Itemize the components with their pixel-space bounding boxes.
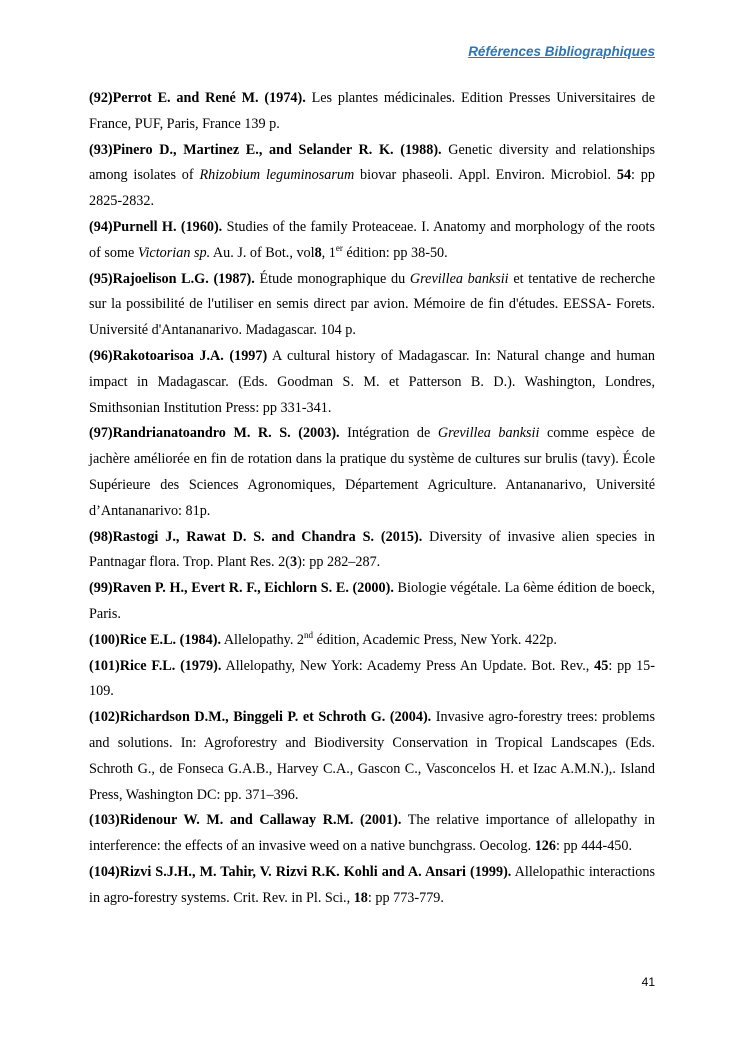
- reference-authors: Rastogi J., Rawat D. S. and Chandra S. (2015).: [112, 528, 423, 545]
- reference-volume: 8: [314, 244, 322, 261]
- reference-id: (104): [89, 863, 120, 880]
- reference-id: (98): [89, 528, 113, 545]
- reference-text: Les plantes médicinales. Edition Presses Universitaires de France, PUF, Paris, France 139 p.: [89, 90, 656, 132]
- reference-authors: Rice E.L. (1984).: [119, 631, 222, 648]
- reference-authors: Richardson D.M., Binggeli P. et Schroth G. (2004).: [119, 709, 432, 726]
- reference-id: (101): [89, 657, 120, 674]
- reference-authors: Rice F.L. (1979).: [119, 657, 222, 674]
- reference-item: [89, 215, 655, 267]
- reference-authors: Perrot E. and René M. (1974).: [112, 90, 306, 106]
- reference-text: , 1: [321, 244, 336, 261]
- reference-text: Biologie végétale. La 6ème édition de boeck, Paris.: [89, 580, 655, 622]
- reference-item: [89, 421, 655, 524]
- reference-text: biovar phaseoli. Appl. Environ. Microbiol.: [354, 167, 617, 184]
- reference-text: The relative importance of allelopathy in interference: the effects of an invasive weed on a native bunchgrass. Oecolog.: [89, 812, 655, 855]
- page-number: 41: [641, 975, 655, 989]
- reference-text: et tentative de recherche sur la possibilité de l'utiliser en semis direct par avion. Mémoire de fin d'études. EESSA- Forets. Université d'Antananarivo. Madagascar. 104 p.: [89, 270, 655, 339]
- reference-text: A cultural history of Madagascar. In: Natural change and human impact in Madagascar. (Eds. Goodman S. M. et Patterson B. D.). Washington, Londres, Smithsonian Institution Press: pp 331-341.: [89, 347, 655, 416]
- reference-id: (102): [89, 709, 120, 726]
- reference-item: [89, 808, 655, 860]
- reference-item: [89, 705, 655, 808]
- reference-id: (95): [89, 270, 113, 287]
- reference-id: (94): [89, 218, 113, 235]
- reference-text: : pp 773-779.: [367, 889, 444, 906]
- reference-authors: Pinero D., Martinez E., and Selander R. K. (1988).: [112, 141, 442, 158]
- reference-text: Diversity of invasive alien species in Pantnagar flora. Trop. Plant Res. 2(: [89, 528, 655, 571]
- reference-italic: Grevillea banksii: [409, 270, 509, 287]
- reference-text: Intégration de: [339, 425, 438, 442]
- reference-id: (99): [89, 580, 113, 597]
- reference-authors: Randrianatoandro M. R. S. (2003).: [112, 425, 340, 442]
- reference-volume: 18: [353, 889, 368, 906]
- reference-volume: 54: [616, 167, 632, 184]
- reference-item: [89, 628, 655, 654]
- reference-volume: 3: [289, 554, 298, 571]
- reference-item: [89, 267, 655, 344]
- reference-text: Allelopathy. 2: [221, 631, 305, 648]
- reference-item: [89, 860, 655, 912]
- reference-id: (93): [89, 141, 113, 158]
- reference-italic: Victorian sp.: [137, 244, 211, 261]
- reference-list: [89, 86, 655, 912]
- reference-authors: Rajoelison L.G. (1987).: [112, 270, 255, 287]
- reference-id: (96): [89, 347, 113, 364]
- reference-item: [89, 576, 655, 628]
- reference-text: : pp 15-109.: [89, 657, 655, 700]
- reference-authors: Purnell H. (1960).: [112, 218, 223, 235]
- reference-id: (100): [89, 631, 120, 648]
- reference-item: [89, 86, 655, 138]
- reference-text: Allelopathic interactions in agro-forestry systems. Crit. Rev. in Pl. Sci.,: [89, 863, 656, 906]
- reference-item: [89, 525, 655, 577]
- reference-authors: Rizvi S.J.H., M. Tahir, V. Rizvi R.K. Kohli and A. Ansari (1999).: [119, 863, 512, 880]
- reference-id: (103): [89, 812, 120, 829]
- reference-text: : pp 444-450.: [555, 838, 633, 855]
- reference-text: Au. J. of Bot., vol: [210, 244, 315, 261]
- reference-text: Invasive agro-forestry trees: problems and solutions. In: Agroforestry and Biodiversity Conservation in Tropical Landscapes (Eds. Schroth G., de Fonseca G.A.B., Harvey C.A., Gascon C., Vasconcelos H. et Izac A.M.N.),. Island Press, Washington DC: pp. 371–396.: [89, 709, 655, 803]
- reference-volume: 126: [534, 838, 556, 855]
- reference-authors: Raven P. H., Evert R. F., Eichlorn S. E. (2000).: [112, 580, 394, 597]
- reference-text: édition, Academic Press, New York. 422p.: [313, 631, 557, 648]
- reference-id: (97): [89, 425, 113, 442]
- reference-text: Studies of the family Proteaceae. I. Anatomy and morphology of the roots of some: [89, 218, 655, 261]
- reference-text: ): pp 282–287.: [297, 554, 381, 571]
- reference-italic: Grevillea banksii: [437, 425, 540, 442]
- reference-id: (92): [89, 90, 113, 106]
- reference-item: [89, 654, 655, 706]
- reference-text: Étude monographique du: [254, 270, 410, 287]
- reference-text: comme espèce de jachère améliorée en fin de rotation dans la pratique du système de cultures sur brulis (tavy). École Supérieure des Sciences Agronomiques, Département Agriculture. Antananarivo, Université d’Antananarivo: 81p.: [89, 425, 655, 519]
- reference-volume: 45: [594, 657, 609, 674]
- reference-superscript: er: [335, 242, 343, 253]
- reference-text: Genetic diversity and relationships among isolates of: [89, 141, 655, 184]
- reference-superscript: nd: [304, 629, 314, 640]
- reference-item: [89, 344, 655, 421]
- reference-italic: Rhizobium leguminosarum: [199, 167, 355, 184]
- reference-text: édition: pp 38-50.: [342, 244, 448, 261]
- reference-text: Allelopathy, New York: Academy Press An Update. Bot. Rev.,: [221, 657, 595, 674]
- section-header: Références Bibliographiques: [468, 44, 655, 59]
- reference-authors: Rakotoarisoa J.A. (1997): [112, 347, 268, 364]
- reference-item: [89, 138, 655, 215]
- reference-authors: Ridenour W. M. and Callaway R.M. (2001).: [119, 812, 402, 829]
- reference-text: : pp 2825-2832.: [89, 167, 655, 210]
